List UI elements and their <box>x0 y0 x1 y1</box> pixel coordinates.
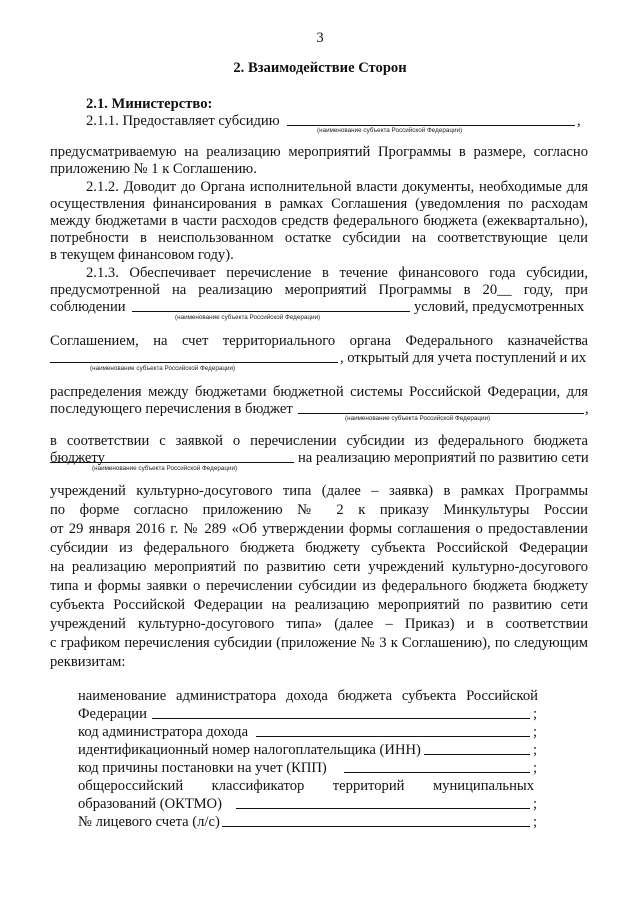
requisite-semicolon-2: ; <box>533 724 538 740</box>
p213-caption4: (наименование субъекта Российской Федерации) <box>92 465 238 472</box>
p213-line9-end: на реализацию мероприятий по развитию сети <box>298 450 589 466</box>
p213-line15: типа и формы заявки о перечислении субсидии из федерального бюджета бюджету <box>50 578 588 594</box>
p211-subject-blank <box>287 125 575 126</box>
p211-line2: предусматриваемую на реализацию мероприятий Программы в размере, согласно <box>50 144 588 160</box>
p213-caption1: (наименование субъекта Российской Федерации) <box>175 314 321 321</box>
requisite-inn-blank <box>424 754 530 755</box>
p213-line19: реквизитам: <box>50 654 126 670</box>
requisite-admin-code: код администратора дохода <box>78 724 249 740</box>
p213-line1: 2.1.3. Обеспечивает перечисление в течение финансового года субсидии, <box>86 265 588 281</box>
p213-line17: учреждений культурно-досугового типа» (далее – Приказ) и в соответствии <box>50 616 588 632</box>
requisite-oktmo-blank <box>236 808 530 809</box>
p212-line3: между бюджетами в части расходов средств федерального бюджета (ежеквартально), <box>50 213 588 229</box>
p213-line2: предусмотренной на реализацию мероприятий Программы в 20__ году, при <box>50 282 588 298</box>
requisite-semicolon-3: ; <box>533 742 538 758</box>
p213-line10: учреждений культурно-досугового типа (далее – заявка) в рамках Программы <box>50 483 588 499</box>
requisite-oktmo-line2: образований (ОКТМО) <box>78 796 222 812</box>
p211-caption: (наименование субъекта Российской Федерации) <box>317 127 463 134</box>
p212-line2: осуществления финансирования в рамках Соглашения (уведомления по расходам <box>50 196 588 212</box>
p211-line3: приложению № 1 к Соглашению. <box>50 161 257 177</box>
p213-line7-end: , <box>585 401 589 417</box>
p213-line4: Соглашением, на счет территориального органа Федерального казначейства <box>50 333 588 349</box>
p213-caption3: (наименование субъекта Российской Федерации) <box>345 415 491 422</box>
p213-blank4 <box>50 462 294 463</box>
requisite-semicolon-4: ; <box>533 760 538 776</box>
p213-line7-start: последующего перечисления в бюджет <box>50 401 293 417</box>
section-title: 2. Взаимодействие Сторон <box>233 60 407 76</box>
p213-line16: субъекта Российской Федерации на реализацию мероприятий по развитию сети <box>50 597 588 613</box>
page-number: 3 <box>316 30 324 46</box>
requisite-account: № лицевого счета (л/с) <box>78 814 220 830</box>
p211-label: 2.1.1. Предоставляет субсидию <box>86 113 280 129</box>
p213-line5-end: , открытый для учета поступлений и их <box>340 350 587 366</box>
requisite-kpp: код причины постановки на учет (КПП) <box>78 760 327 776</box>
p213-caption2: (наименование субъекта Российской Федерации) <box>90 365 236 372</box>
requisite-admin-code-blank <box>256 736 530 737</box>
p213-line11: по форме согласно приложению № 2 к приказу Минкультуры России <box>50 502 588 518</box>
requisite-admin-name-line1: наименование администратора дохода бюджета субъекта Российской <box>78 688 538 704</box>
p211-tail: , <box>577 113 581 129</box>
subsection-title: 2.1. Министерство: <box>86 96 213 112</box>
requisite-semicolon-1: ; <box>533 706 538 722</box>
p213-line12: от 29 января 2016 г. № 289 «Об утверждении формы соглашения о предоставлении <box>50 521 588 537</box>
p213-blank1 <box>132 311 410 312</box>
p213-line6: распределения между бюджетами бюджетной системы Российской Федерации, для <box>50 384 588 400</box>
requisite-account-blank <box>222 826 530 827</box>
requisite-admin-name-line2: Федерации <box>78 706 147 722</box>
requisite-kpp-blank <box>344 772 530 773</box>
p213-line3-end: условий, предусмотренных <box>414 299 585 315</box>
requisite-semicolon-6: ; <box>533 814 538 830</box>
p213-line8: в соответствии с заявкой о перечислении субсидии из федерального бюджета бюджету <box>50 433 588 466</box>
requisite-inn: идентификационный номер налогоплательщика (ИНН) <box>78 742 421 758</box>
p212-line5: в текущем финансовом году). <box>50 247 234 263</box>
p213-line3-start: соблюдении <box>50 299 126 315</box>
requisite-admin-name-blank <box>152 718 530 719</box>
p212-line4: потребности в неиспользованном остатке субсидии на соответствующие цели <box>50 230 588 246</box>
p213-line13: субсидии из федерального бюджета бюджету субъекта Российской Федерации <box>50 540 588 556</box>
p213-blank2 <box>50 362 338 363</box>
requisite-oktmo-line1: общероссийский классификатор территорий муниципальных <box>78 778 534 794</box>
p212-line1: 2.1.2. Доводит до Органа исполнительной власти документы, необходимые для <box>86 179 588 195</box>
p213-blank3 <box>298 413 584 414</box>
p213-line14: на реализацию мероприятий по развитию сети учреждений культурно-досугового <box>50 559 588 575</box>
p213-line18: с графиком перечисления субсидии (приложение № 3 к Соглашению), по следующим <box>50 635 588 651</box>
requisite-semicolon-5: ; <box>533 796 538 812</box>
